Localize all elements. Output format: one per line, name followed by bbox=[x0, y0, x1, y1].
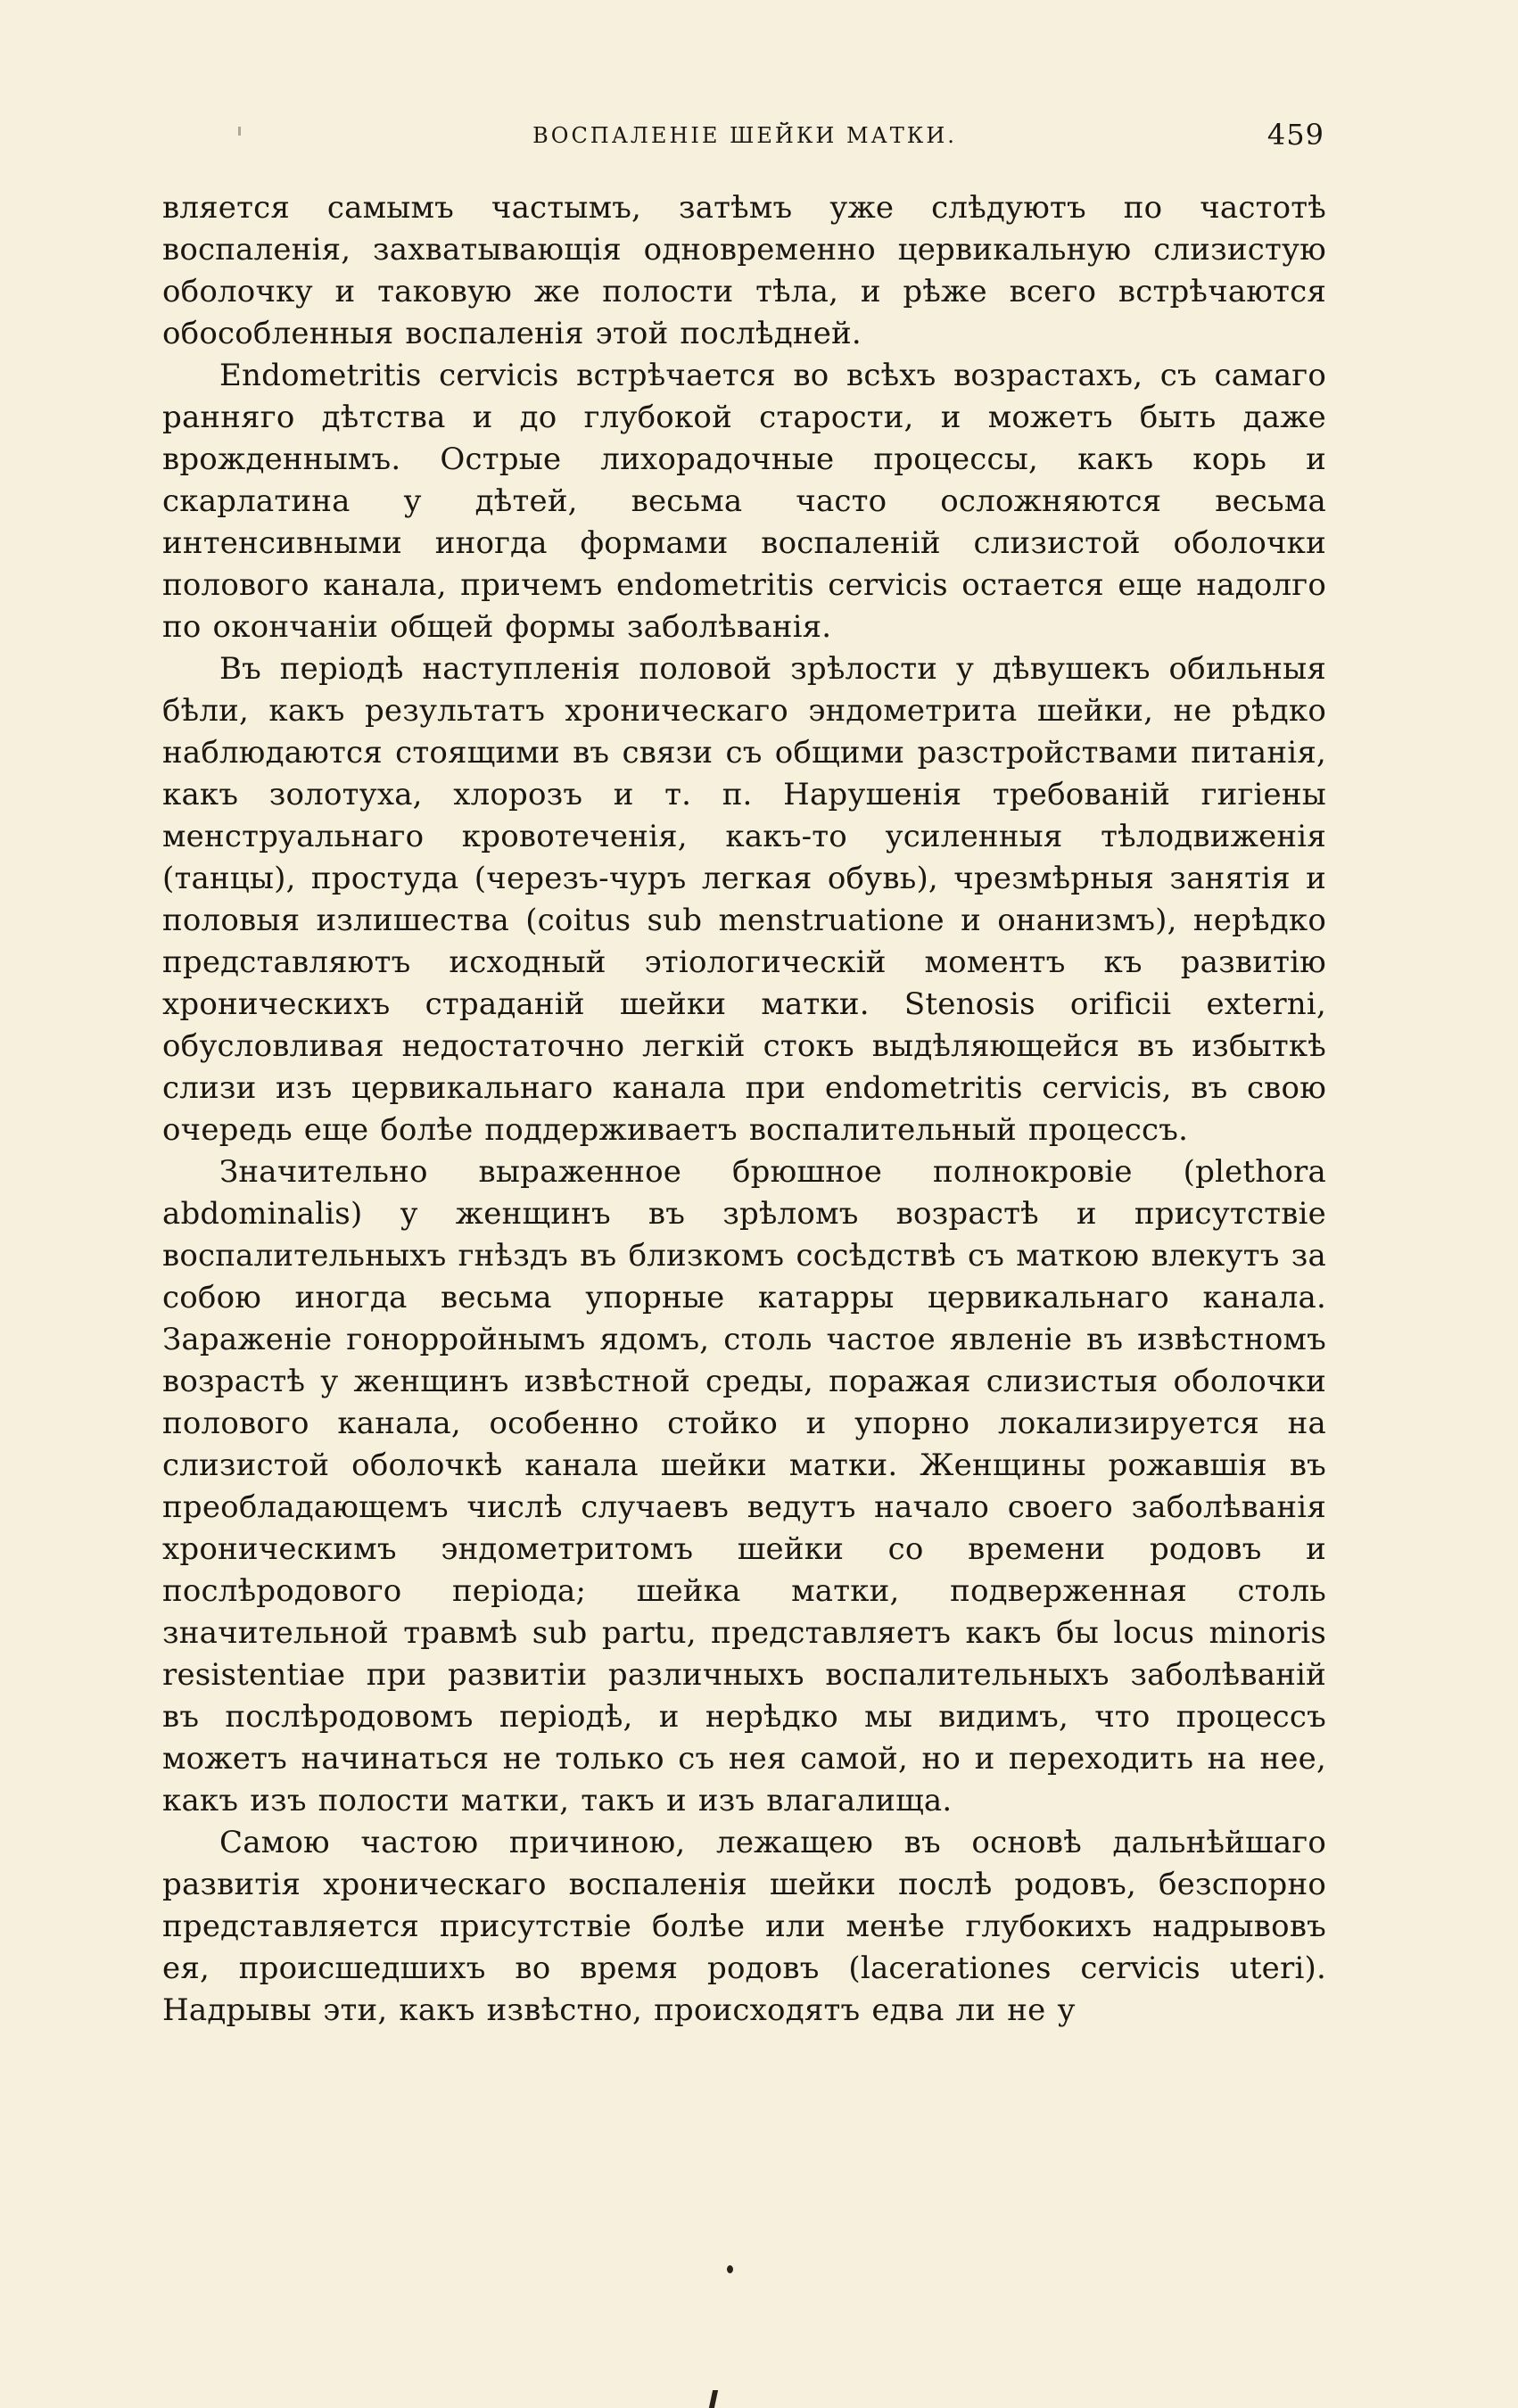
running-header bbox=[165, 118, 1324, 153]
body-text bbox=[162, 187, 1326, 2032]
paragraph-age-incidence: Endometritis cervicis встрѣчается во всѣхъ возрастахъ, съ самаго ранняго дѣтства и до глубокой старости, и можетъ быть даже врожденнымъ. Острые лихорадочные процессы, какъ корь и скарлатина у дѣтей, весьма часто осложняются весьма интенсивными иногда формами воспаленій слизистой оболочки полового канала, причемъ endometritis cervicis остается еще надолго по окончаніи общей формы заболѣванія. bbox=[162, 358, 1326, 645]
paragraph-postpartum-lacerations: Самою частою причиною, лежащею въ основѣ дальнѣйшаго развитія хроническаго воспаленія шейки послѣ родовъ, безспорно представляется присутствіе болѣе или менѣе глубокихъ надрывовъ ея, происшедшихъ во время родовъ (lacerationes cervicis uteri). Надрывы эти, какъ извѣстно, происходятъ едва ли не у bbox=[162, 1825, 1326, 2028]
paragraph-puberty-causes: Въ періодѣ наступленія половой зрѣлости у дѣвушекъ обильныя бѣли, какъ результатъ хроническаго эндометрита шейки, не рѣдко наблюдаются стоящими въ связи съ общими разстройствами питанія, какъ золотуха, хлорозъ и т. п. Нарушенія требованій гигіены менструальнаго кровотеченія, какъ-то усиленныя тѣлодвиженія (танцы), простуда (черезъ-чуръ легкая обувь), чрезмѣрныя занятія и половыя излишества (coitus sub menstruatione и онанизмъ), нерѣдко представляютъ исходный этіологическій моментъ къ развитію хроническихъ страданій шейки матки. Stenosis orificii externi, обусловливая недостаточно легкій стокъ выдѣляющейся въ избыткѣ слизи изъ цервикальнаго канала при endometritis cervicis, въ свою очередь еще болѣе поддерживаетъ воспалительный процессъ. bbox=[162, 651, 1326, 1148]
running-title: ВОСПАЛЕНІЕ ШЕЙКИ МАТКИ. bbox=[532, 123, 957, 148]
ink-stroke-mark bbox=[709, 2390, 718, 2408]
ink-dot-mark bbox=[727, 2265, 733, 2273]
paragraph-mature-age-causes: Значительно выраженное брюшное полнокровіе (plethora abdominalis) у женщинъ въ зрѣломъ возрастѣ и присутствіе воспалительныхъ гнѣздъ въ близкомъ сосѣдствѣ съ маткою влекутъ за собою иногда весьма упорные катарры цервикальнаго канала. Зараженіе гонорройнымъ ядомъ, столь частое явленіе въ извѣстномъ возрастѣ у женщинъ извѣстной среды, поражая слизистыя оболочки полового канала, особенно стойко и упорно локализируется на слизистой оболочкѣ канала шейки матки. Женщины рожавшія въ преобладающемъ числѣ случаевъ ведутъ начало своего заболѣванія хроническимъ эндометритомъ шейки со времени родовъ и послѣродового періода; шейка матки, подверженная столь значительной травмѣ sub partu, представляетъ какъ бы locus minoris resistentiae при развитіи различныхъ воспалительныхъ заболѣваній въ послѣродовомъ періодѣ, и нерѣдко мы видимъ, что процессъ можетъ начинаться не только съ нея самой, но и переходить на нее, какъ изъ полости матки, такъ и изъ влагалища. bbox=[162, 1154, 1326, 1818]
page-number: 459 bbox=[1266, 118, 1324, 152]
paragraph-continuation: вляется самымъ частымъ, затѣмъ уже слѣдуютъ по частотѣ воспаленія, захватывающія одновременно цервикальную слизистую оболочку и таковую же полости тѣла, и рѣже всего встрѣчаются обособленныя воспаленія этой послѣдней. bbox=[162, 190, 1326, 351]
print-speck-mark bbox=[238, 127, 241, 136]
